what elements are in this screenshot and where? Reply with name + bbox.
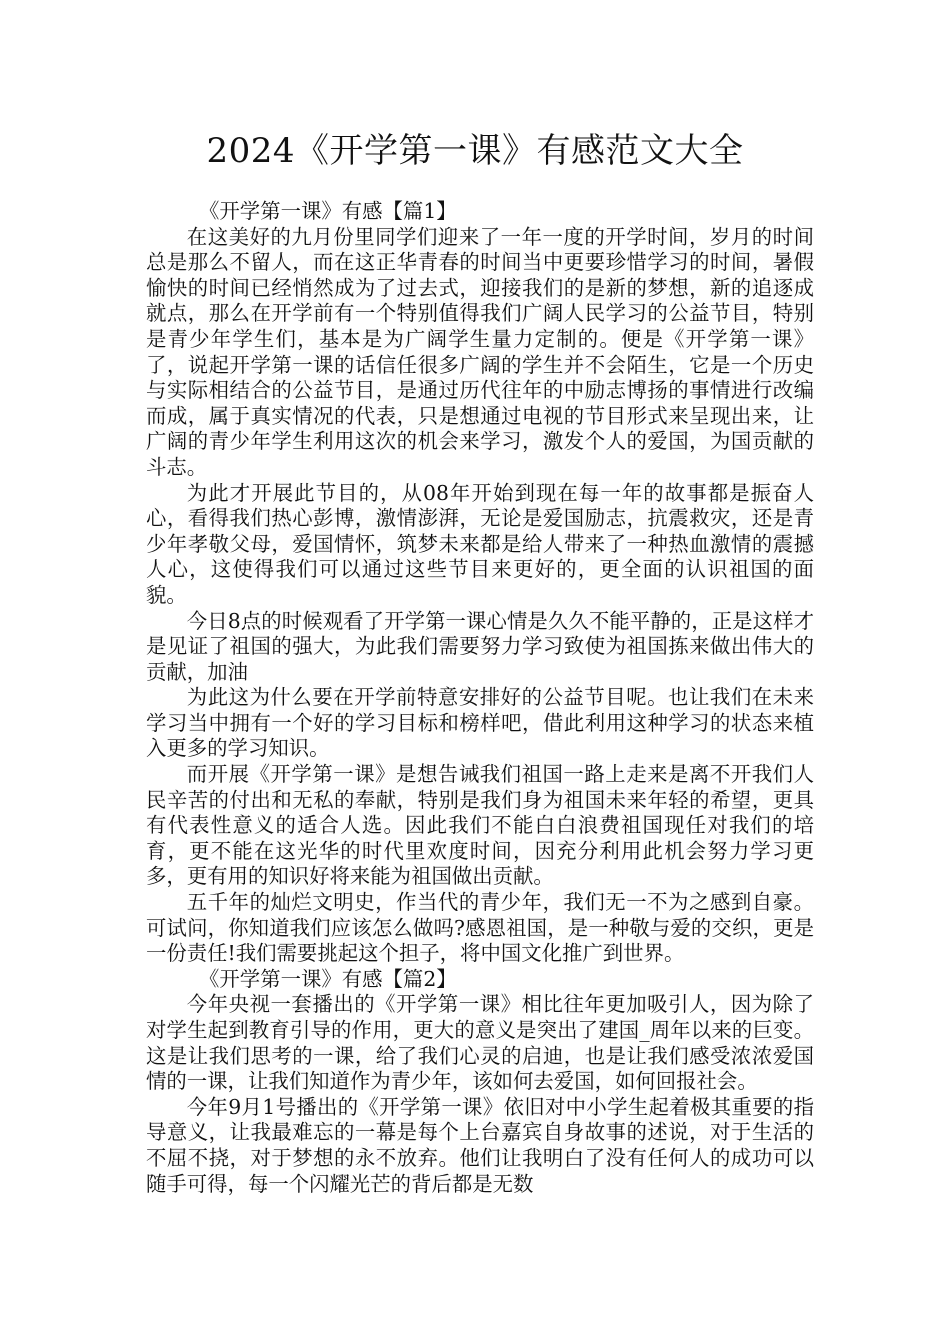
section-heading-1: 《开学第一课》有感【篇1】 (199, 199, 457, 223)
paragraph: 为此才开展此节目的，从08年开始到现在每一年的故事都是振奋人心，看得我们热心彭博，激情澎湃，无论是爱国励志，抗震救灾，还是青少年孝敬父母，爱国情怀，筑梦未来都是给人带来了一种热血激情的震撼人心，这使得我们可以通过这些节目来更好的，更全面的认识祖国的面貌。 (146, 480, 814, 607)
paragraph: 五千年的灿烂文明史，作当代的青少年，我们无一不为之感到自豪。可试问，你知道我们应该怎么做吗?感恩祖国，是一种敬与爱的交织，更是一份责任!我们需要挑起这个担子，将中国文化推广到世界。 (146, 890, 814, 966)
paragraph: 今年9月1号播出的《开学第一课》依旧对中小学生起着极其重要的指导意义，让我最难忘的一幕是每个上台嘉宾自身故事的述说，对于生活的不屈不挠，对于梦想的永不放弃。他们让我明白了没有任何人的成功可以随手可得，每一个闪耀光芒的背后都是无数 (146, 1094, 814, 1196)
document-title: 2024《开学第一课》有感范文大全 (206, 131, 744, 171)
paragraph: 今日8点的时候观看了开学第一课心情是久久不能平静的，正是这样才是见证了祖国的强大，为此我们需要努力学习致使为祖国拣来做出伟大的贡献，加油 (146, 608, 814, 684)
paragraph: 今年央视一套播出的《开学第一课》相比往年更加吸引人，因为除了对学生起到教育引导的作用，更大的意义是突出了建国_周年以来的巨变。这是让我们思考的一课，给了我们心灵的启迪，也是让我们感受浓浓爱国情的一课，让我们知道作为青少年，该如何去爱国，如何回报社会。 (146, 992, 814, 1094)
paragraph: 在这美好的九月份里同学们迎来了一年一度的开学时间，岁月的时间总是那么不留人，而在这正华青春的时间当中更要珍惜学习的时间，暑假愉快的时间已经悄然成为了过去式，迎接我们的是新的梦想，新的追逐成就点，那么在开学前有一个特别值得我们广阔人民学习的公益节目，特别是青少年学生们，基本是为广阔学生量力定制的。便是《开学第一课》了，说起开学第一课的话信任很多广阔的学生并不会陌生，它是一个历史与实际相结合的公益节目，是通过历代往年的中励志博扬的事情进行改编而成，属于真实情况的代表，只是想通过电视的节目形式来呈现出来，让广阔的青少年学生利用这次的机会来学习，激发个人的爱国，为国贡献的斗志。 (146, 224, 814, 479)
paragraph: 为此这为什么要在开学前特意安排好的公益节目呢。也让我们在未来学习当中拥有一个好的学习目标和榜样吧，借此利用这种学习的状态来植入更多的学习知识。 (146, 685, 814, 761)
document-body (146, 199, 814, 1197)
section-heading-2: 《开学第一课》有感【篇2】 (199, 966, 457, 991)
paragraph: 而开展《开学第一课》是想告诫我们祖国一路上走来是离不开我们人民辛苦的付出和无私的奉献，特别是我们身为祖国未来年轻的希望，更具有代表性意义的适合人选。因此我们不能白白浪费祖国现任对我们的培育，更不能在这光华的时代里欢度时间，因充分利用此机会努力学习更多，更有用的知识好将来能为祖国做出贡献。 (146, 762, 814, 889)
